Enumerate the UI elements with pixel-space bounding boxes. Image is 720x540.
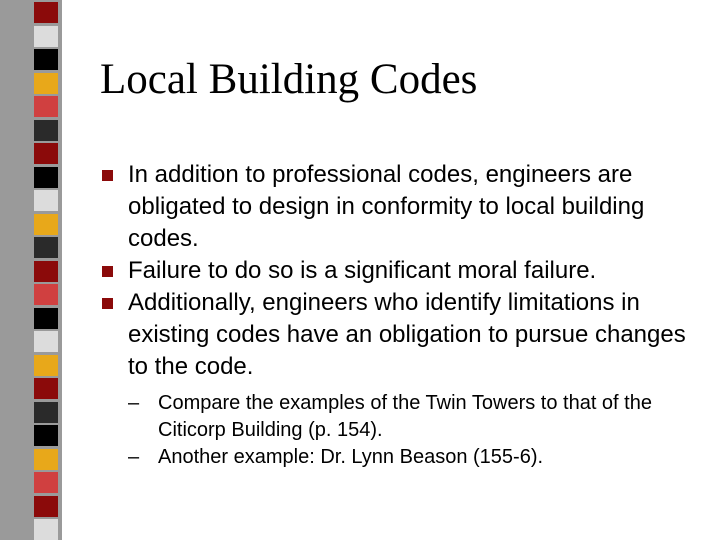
square-bullet-icon xyxy=(102,170,113,181)
decorative-block xyxy=(34,331,58,352)
decorative-block xyxy=(34,2,58,23)
bullet-list xyxy=(100,159,700,383)
decorative-block xyxy=(34,472,58,493)
sub-bullet-item xyxy=(128,444,708,471)
decorative-block xyxy=(34,402,58,423)
decorative-block xyxy=(34,167,58,188)
bullet-item xyxy=(100,255,700,287)
square-bullet-icon xyxy=(102,266,113,277)
decorative-block xyxy=(34,96,58,117)
bullet-text: In addition to professional codes, engineers are obligated to design in conformity to local building codes. xyxy=(128,161,645,252)
decorative-block xyxy=(34,49,58,70)
decorative-block xyxy=(34,496,58,517)
decorative-block xyxy=(34,143,58,164)
slide-title: Local Building Codes xyxy=(100,56,478,103)
bullet-text: Additionally, engineers who identify limitations in existing codes have an obligation to pursue changes to the code. xyxy=(128,289,686,380)
decorative-block xyxy=(34,73,58,94)
decorative-block xyxy=(34,449,58,470)
bullet-item xyxy=(100,287,700,383)
decorative-block xyxy=(34,425,58,446)
sub-bullet-item xyxy=(128,390,708,444)
decorative-block xyxy=(34,26,58,47)
dash-icon: – xyxy=(128,392,140,414)
decorative-block xyxy=(34,120,58,141)
sub-bullet-text: Another example: Dr. Lynn Beason (155-6). xyxy=(158,446,544,468)
decorative-block xyxy=(34,237,58,258)
decorative-block xyxy=(34,355,58,376)
square-bullet-icon xyxy=(102,298,113,309)
sub-bullet-text: Compare the examples of the Twin Towers to that of the Citicorp Building (p. 154). xyxy=(158,392,652,441)
decorative-block xyxy=(34,284,58,305)
sub-bullet-list xyxy=(128,390,708,471)
bullet-item xyxy=(100,159,700,255)
decorative-block xyxy=(34,378,58,399)
decorative-block xyxy=(34,261,58,282)
decorative-block xyxy=(34,308,58,329)
bullet-text: Failure to do so is a significant moral failure. xyxy=(128,257,597,284)
decorative-block-column xyxy=(34,0,58,540)
decorative-block xyxy=(34,214,58,235)
dash-icon: – xyxy=(128,446,140,468)
decorative-block xyxy=(34,190,58,211)
decorative-block xyxy=(34,519,58,540)
